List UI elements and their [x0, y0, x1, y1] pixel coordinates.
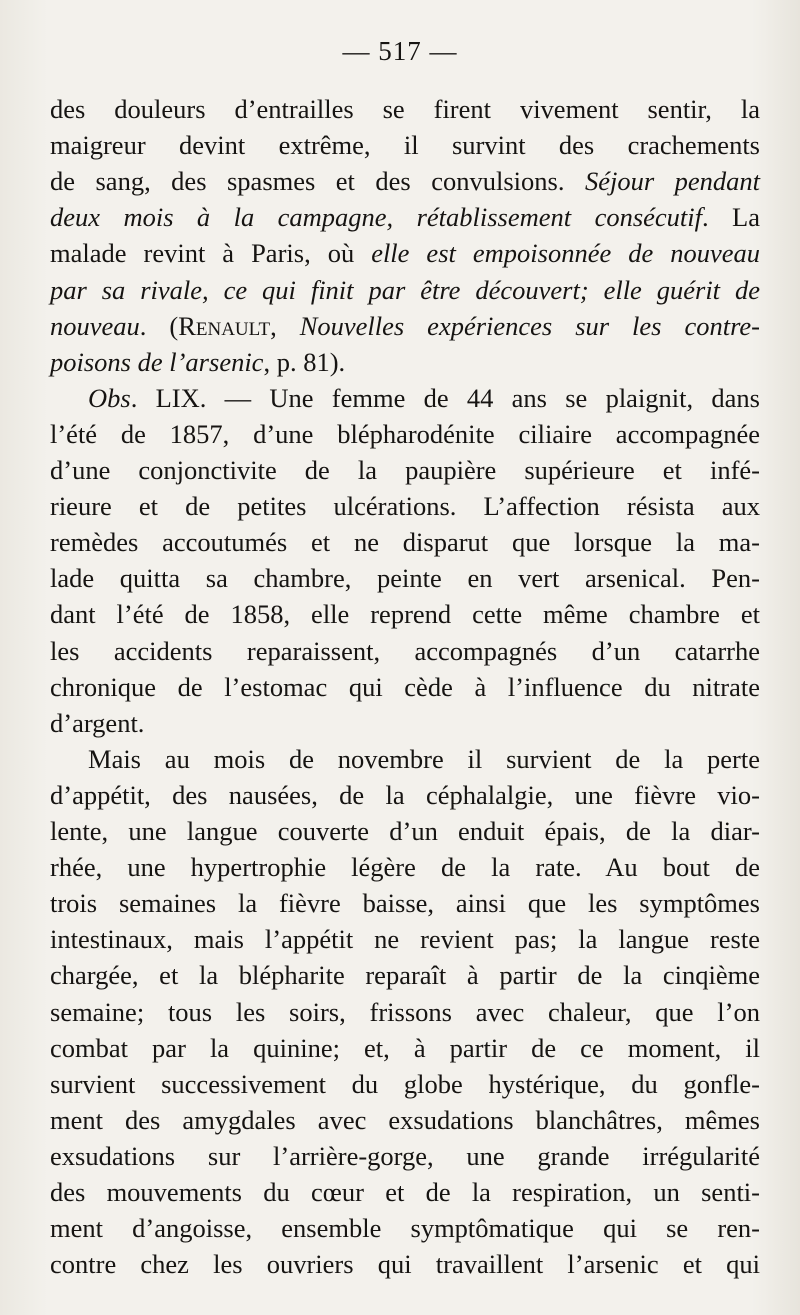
text-segment: rieure et de petites ulcérations. L’affection résista aux: [50, 491, 760, 522]
text-line: [50, 309, 760, 343]
text-line: [50, 453, 760, 487]
text-line: [50, 417, 760, 451]
text-line: [50, 489, 760, 523]
text-segment: malade revint à Paris, où: [50, 238, 372, 269]
text-line: [50, 1103, 760, 1137]
text-line: [50, 561, 760, 595]
text-line: [50, 958, 760, 992]
text-segment: remèdes accoutumés et ne disparut que lorsque la ma-: [50, 527, 760, 558]
text-segment: lente, une langue couverte d’un enduit épais, de la diar-: [50, 816, 760, 846]
text-segment: d’argent.: [50, 707, 145, 738]
page-number: — 517 —: [342, 36, 458, 66]
text-line: [50, 850, 760, 884]
text-segment: elle est empoisonnée de nouveau: [371, 238, 760, 269]
text-line: [50, 634, 760, 668]
text-line: [50, 345, 760, 379]
text-segment: poisons de l’arsenic: [50, 346, 264, 377]
text-segment: exsudations sur l’arrière-gorge, une grande irrégularité: [50, 1140, 760, 1171]
text-line: [50, 236, 760, 270]
text-segment: dant l’été de 1858, elle reprend cette même chambre et: [50, 599, 760, 630]
text-segment: l’été de 1857, d’une blépharodénite ciliaire accompagnée: [50, 418, 760, 449]
text-segment: semaine; tous les soirs, frissons avec chaleur, que l’on: [50, 996, 760, 1027]
text-segment: des mouvements du cœur et de la respiration, un senti-: [50, 1177, 760, 1207]
text-segment: par sa rivale, ce qui finit par être découvert; elle guérit de: [50, 274, 760, 305]
text-segment: de sang, des spasmes et des convulsions.: [50, 166, 585, 197]
text-segment: ,: [270, 310, 300, 341]
text-segment: Séjour pendant: [584, 166, 760, 197]
text-line: [50, 886, 760, 920]
text-segment: maigreur devint extrême, il survint des crachements: [50, 130, 760, 161]
text-segment: rhée, une hypertrophie légère de la rate. Au bout de: [50, 852, 760, 883]
text-segment: Mais au mois de novembre il survient de la perte: [88, 743, 760, 774]
text-line: [50, 92, 760, 126]
text-line: [50, 1139, 760, 1173]
text-segment: chargée, et la blépharite reparaît à partir de la cinqième: [50, 960, 760, 991]
text-segment: chronique de l’estomac qui cède à l’influence du nitrate: [50, 671, 760, 702]
text-segment: trois semaines la fièvre baisse, ainsi que les symptômes: [50, 888, 760, 919]
text-segment: . LIX. — Une femme de 44 ans se plaignit, dans: [130, 382, 760, 413]
text-segment: des douleurs d’entrailles se firent vivement sentir, la: [50, 94, 760, 124]
text-line: [88, 742, 760, 776]
text-line: [50, 1067, 760, 1101]
text-segment: . La: [702, 202, 761, 233]
text-segment: contre chez les ouvriers qui travaillent l’arsenic et qui: [50, 1249, 760, 1280]
text-line: [50, 670, 760, 704]
text-line: [50, 1211, 760, 1245]
text-line: [50, 525, 760, 559]
text-line: [50, 1031, 760, 1065]
text-line: [50, 778, 760, 812]
text-line: [50, 1175, 760, 1209]
text-line: [50, 128, 760, 162]
text-segment: Obs: [88, 382, 131, 413]
text-line: [50, 597, 760, 631]
text-segment: survient successivement du globe hystérique, du gonfle-: [50, 1068, 760, 1099]
text-segment: d’une conjonctivite de la paupière supérieure et infé-: [50, 455, 760, 485]
text-segment: ment d’angoisse, ensemble symptômatique qui se ren-: [50, 1213, 760, 1244]
text-line: [50, 164, 760, 198]
text-segment: Renault: [178, 310, 271, 341]
text-segment: Nouvelles expériences sur les contre-: [299, 310, 760, 341]
text-line: [50, 706, 760, 740]
text-segment: ment des amygdales avec exsudations blanchâtres, mêmes: [50, 1104, 760, 1135]
text-line: [50, 1247, 760, 1281]
text-line: [50, 273, 760, 307]
text-segment: . (: [139, 310, 179, 341]
text-line: [50, 814, 760, 848]
text-segment: lade quitta sa chambre, peinte en vert arsenical. Pen-: [50, 563, 760, 594]
text-segment: les accidents reparaissent, accompagnés d’un catarrhe: [50, 635, 760, 666]
text-segment: combat par la quinine; et, à partir de ce moment, il: [50, 1032, 760, 1063]
text-segment: nouveau: [50, 310, 140, 341]
text-line: [88, 381, 760, 415]
text-line: [50, 200, 760, 234]
text-segment: d’appétit, des nausées, de la céphalalgie, une fièvre vio-: [50, 779, 760, 810]
text-segment: deux mois à la campagne, rétablissement consécutif: [50, 202, 703, 233]
text-line: [50, 995, 760, 1029]
text-line: [50, 922, 760, 956]
text-segment: , p. 81).: [263, 346, 346, 377]
text-segment: intestinaux, mais l’appétit ne revient pas; la langue reste: [50, 924, 760, 955]
